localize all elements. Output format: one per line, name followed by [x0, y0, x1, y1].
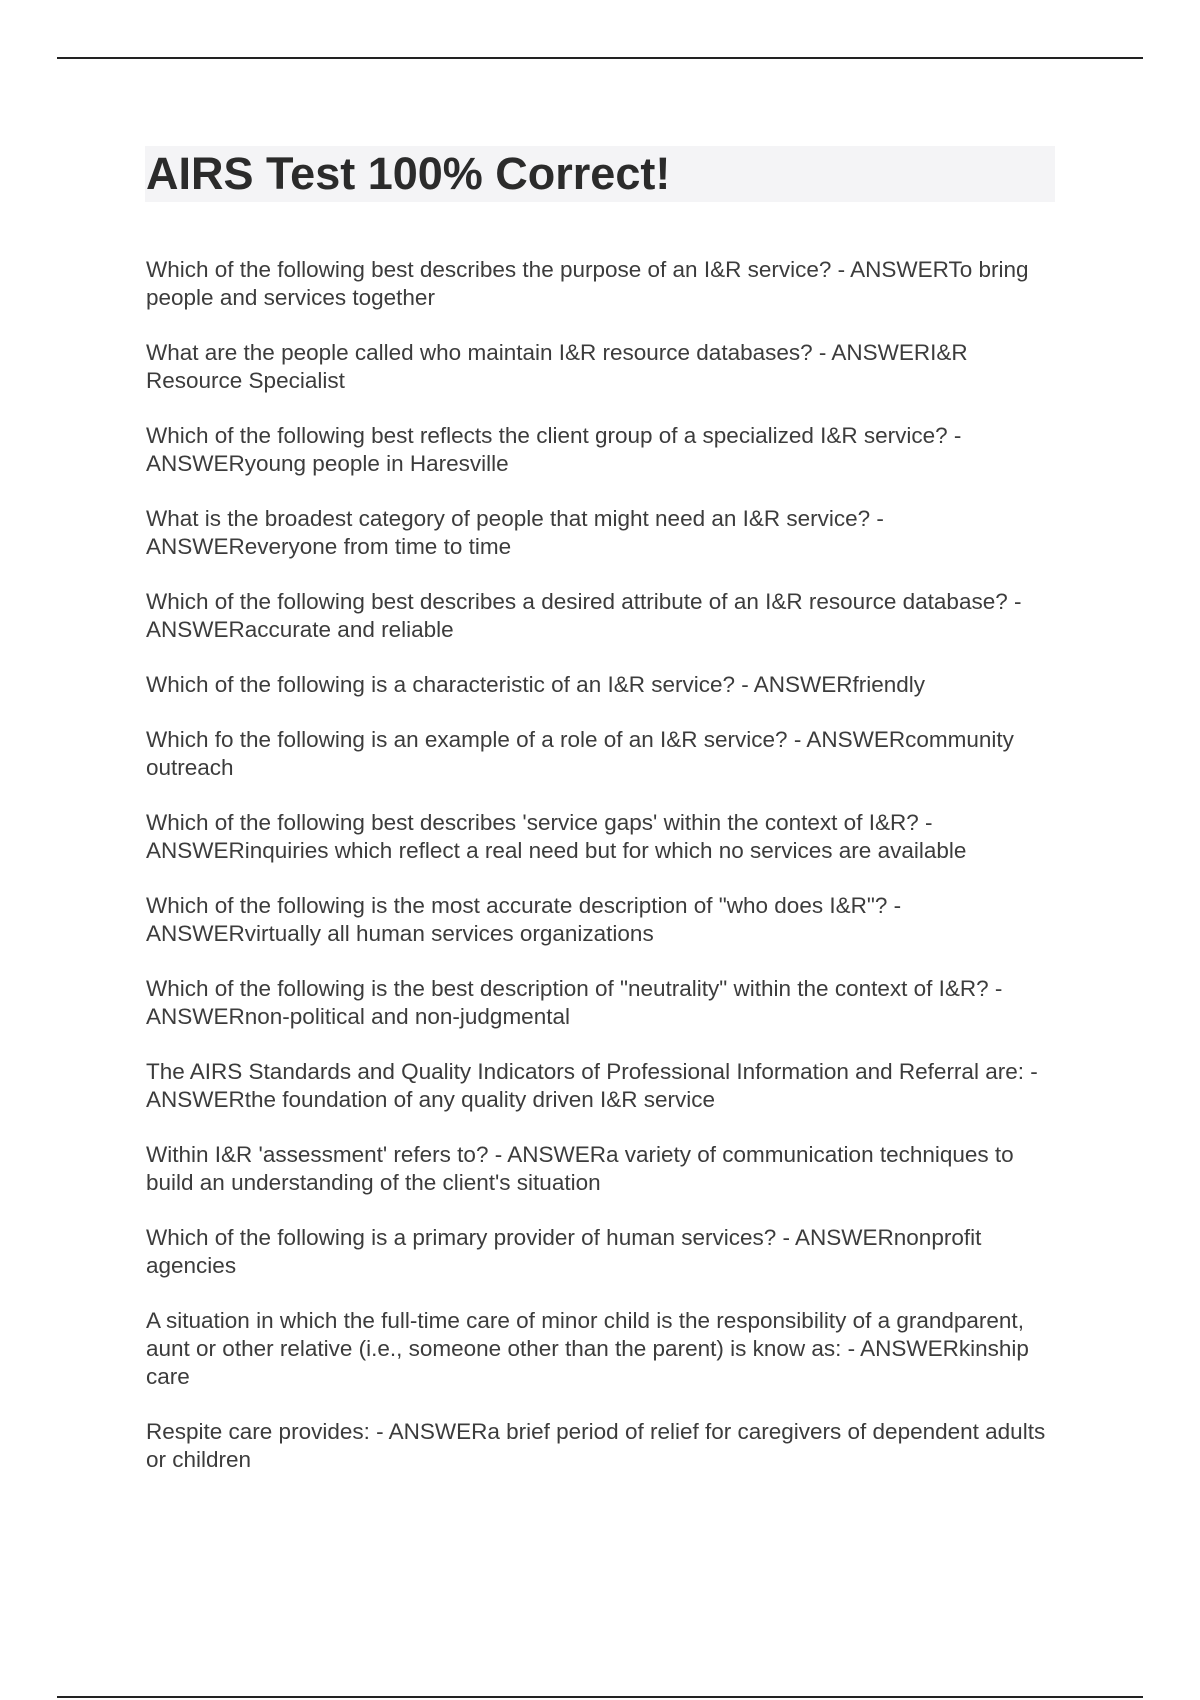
qa-list — [146, 256, 1066, 1501]
qa-item: Which of the following best describes the purpose of an I&R service? - ANSWERTo bring people and services together — [146, 257, 1029, 310]
bottom-divider — [57, 1696, 1143, 1698]
qa-item: What are the people called who maintain I&R resource databases? - ANSWERI&R Resource Specialist — [146, 340, 968, 393]
qa-item: Within I&R 'assessment' refers to? - ANSWERa variety of communication techniques to build an understanding of the client's situation — [146, 1142, 1014, 1195]
qa-item: Which of the following is a characteristic of an I&R service? - ANSWERfriendly — [146, 672, 926, 697]
qa-item: Which of the following is the best description of "neutrality" within the context of I&R? - ANSWERnon-political and non-judgmental — [146, 976, 1003, 1029]
qa-item: Which fo the following is an example of a role of an I&R service? - ANSWERcommunity outreach — [146, 727, 1014, 780]
qa-item: Which of the following best describes 'service gaps' within the context of I&R? - ANSWERinquiries which reflect a real need but for which no services are available — [146, 810, 967, 863]
qa-item: A situation in which the full-time care of minor child is the responsibility of a grandparent, aunt or other relative (i.e., someone other than the parent) is know as: - ANSWERkinship care — [146, 1308, 1029, 1389]
qa-item: What is the broadest category of people that might need an I&R service? - ANSWEReveryone from time to time — [146, 506, 884, 559]
top-divider — [57, 57, 1143, 59]
page-title: AIRS Test 100% Correct! — [146, 148, 671, 199]
qa-item: Which of the following best describes a desired attribute of an I&R resource database? - ANSWERaccurate and reliable — [146, 589, 1022, 642]
qa-item: Which of the following best reflects the client group of a specialized I&R service? - ANSWERyoung people in Haresville — [146, 423, 962, 476]
qa-item: Which of the following is the most accurate description of "who does I&R"? - ANSWERvirtually all human services organizations — [146, 893, 902, 946]
qa-item: Respite care provides: - ANSWERa brief period of relief for caregivers of dependent adults or children — [146, 1419, 1046, 1472]
qa-item: The AIRS Standards and Quality Indicators of Professional Information and Referral are: - ANSWERthe foundation of any quality driven I&R service — [146, 1059, 1038, 1112]
qa-item: Which of the following is a primary provider of human services? - ANSWERnonprofit agencies — [146, 1225, 982, 1278]
